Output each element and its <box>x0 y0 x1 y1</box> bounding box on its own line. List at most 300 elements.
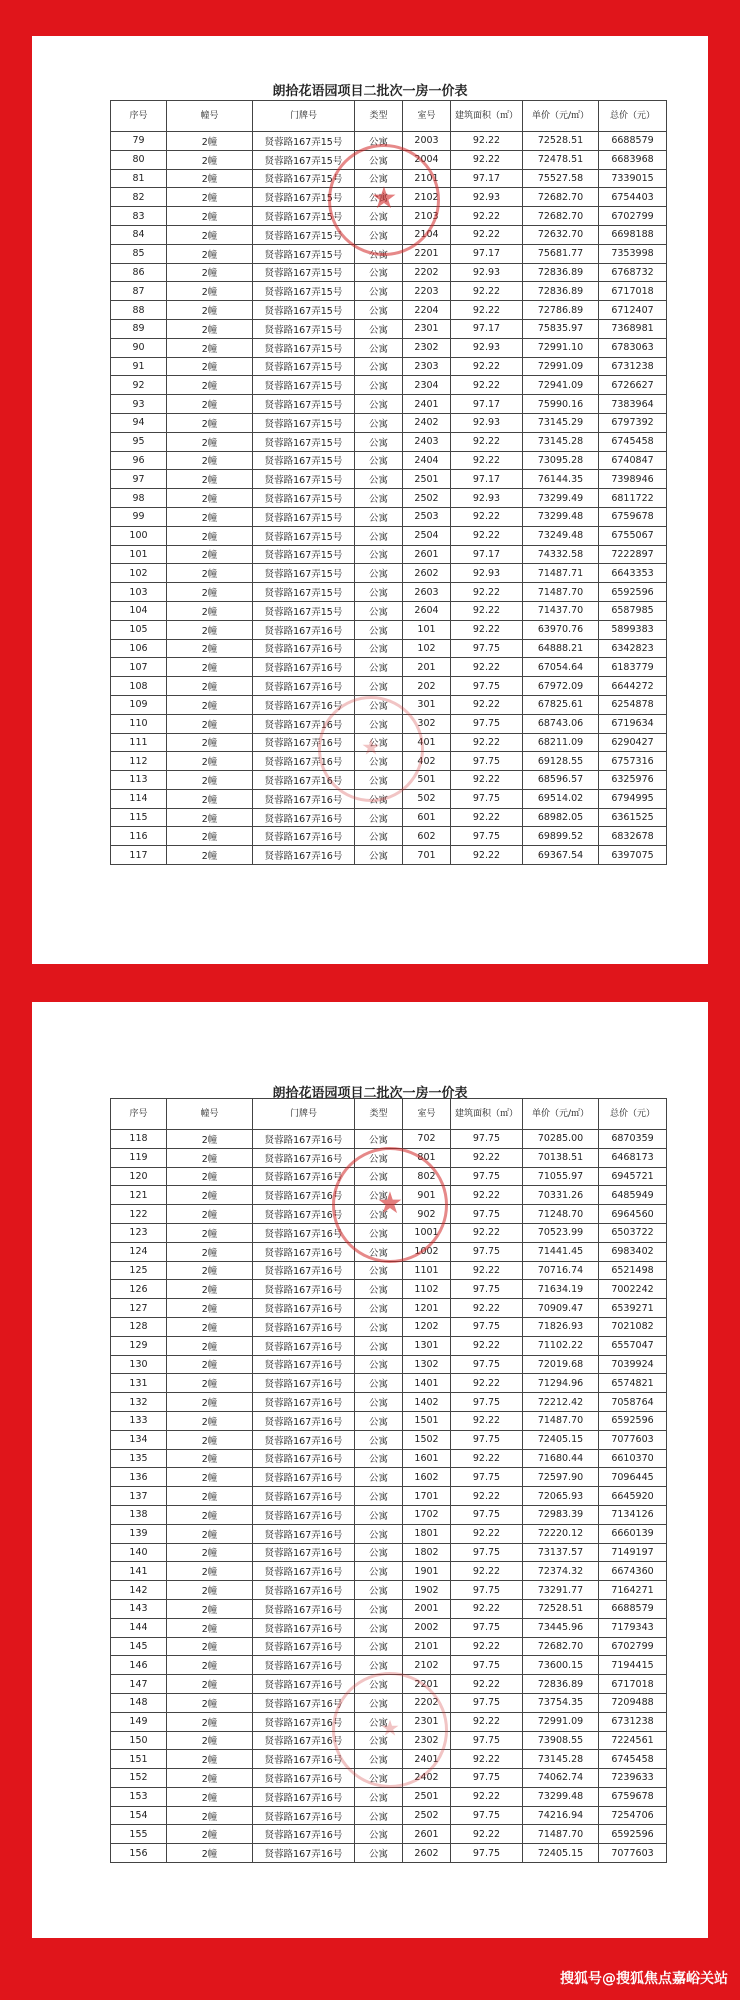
cell-building: 2幢 <box>167 1618 253 1637</box>
header-room: 室号 <box>403 101 451 132</box>
table-row <box>111 301 667 320</box>
cell-building: 2幢 <box>167 1731 253 1750</box>
cell-index: 99 <box>111 507 167 526</box>
cell-unit-price: 72991.10 <box>523 338 599 357</box>
cell-index: 140 <box>111 1543 167 1562</box>
cell-building: 2幢 <box>167 1468 253 1487</box>
cell-index: 118 <box>111 1130 167 1149</box>
cell-index: 138 <box>111 1505 167 1524</box>
cell-address: 贤蓉路167弄15号 <box>253 225 355 244</box>
cell-building: 2幢 <box>167 395 253 414</box>
table-row <box>111 376 667 395</box>
cell-building: 2幢 <box>167 1806 253 1825</box>
cell-building: 2幢 <box>167 432 253 451</box>
cell-building: 2幢 <box>167 1280 253 1299</box>
cell-total-price: 6325976 <box>599 771 667 790</box>
cell-index: 141 <box>111 1562 167 1581</box>
table-row <box>111 1242 667 1261</box>
cell-type: 公寓 <box>355 1242 403 1261</box>
cell-room: 2602 <box>403 1844 451 1863</box>
cell-type: 公寓 <box>355 827 403 846</box>
cell-unit-price: 71294.96 <box>523 1374 599 1393</box>
table-row <box>111 1336 667 1355</box>
table-row <box>111 1261 667 1280</box>
table-row <box>111 470 667 489</box>
header-room: 室号 <box>403 1099 451 1130</box>
cell-building: 2幢 <box>167 1825 253 1844</box>
cell-total-price: 6731238 <box>599 1712 667 1731</box>
cell-unit-price: 64888.21 <box>523 639 599 658</box>
cell-address: 贤蓉路167弄16号 <box>253 695 355 714</box>
cell-index: 101 <box>111 545 167 564</box>
cell-index: 114 <box>111 789 167 808</box>
cell-address: 贤蓉路167弄15号 <box>253 376 355 395</box>
cell-room: 2404 <box>403 451 451 470</box>
source-watermark: 搜狐号@搜狐焦点嘉峪关站 <box>560 1971 728 1987</box>
cell-total-price: 6521498 <box>599 1261 667 1280</box>
cell-unit-price: 67972.09 <box>523 677 599 696</box>
cell-room: 2401 <box>403 395 451 414</box>
cell-index: 142 <box>111 1581 167 1600</box>
cell-total-price: 6754403 <box>599 188 667 207</box>
cell-index: 120 <box>111 1167 167 1186</box>
cell-unit-price: 72991.09 <box>523 357 599 376</box>
cell-area: 92.93 <box>451 489 523 508</box>
cell-unit-price: 72941.09 <box>523 376 599 395</box>
cell-index: 110 <box>111 714 167 733</box>
cell-type: 公寓 <box>355 395 403 414</box>
cell-address: 贤蓉路167弄15号 <box>253 432 355 451</box>
cell-index: 88 <box>111 301 167 320</box>
cell-building: 2幢 <box>167 639 253 658</box>
cell-unit-price: 63970.76 <box>523 620 599 639</box>
cell-total-price: 6702799 <box>599 207 667 226</box>
cell-index: 126 <box>111 1280 167 1299</box>
cell-unit-price: 73299.48 <box>523 507 599 526</box>
cell-building: 2幢 <box>167 677 253 696</box>
cell-index: 79 <box>111 132 167 151</box>
cell-unit-price: 71437.70 <box>523 601 599 620</box>
cell-total-price: 6254878 <box>599 695 667 714</box>
cell-room: 2502 <box>403 1806 451 1825</box>
cell-room: 2304 <box>403 376 451 395</box>
table-row <box>111 1449 667 1468</box>
cell-index: 111 <box>111 733 167 752</box>
cell-address: 贤蓉路167弄16号 <box>253 677 355 696</box>
cell-index: 143 <box>111 1599 167 1618</box>
table-row <box>111 357 667 376</box>
cell-address: 贤蓉路167弄15号 <box>253 507 355 526</box>
cell-building: 2幢 <box>167 658 253 677</box>
cell-unit-price: 71441.45 <box>523 1242 599 1261</box>
cell-unit-price: 72836.89 <box>523 263 599 282</box>
cell-total-price: 7339015 <box>599 169 667 188</box>
cell-type: 公寓 <box>355 1186 403 1205</box>
cell-address: 贤蓉路167弄16号 <box>253 1543 355 1562</box>
cell-room: 2001 <box>403 1599 451 1618</box>
cell-type: 公寓 <box>355 789 403 808</box>
table-row <box>111 1430 667 1449</box>
cell-type: 公寓 <box>355 1656 403 1675</box>
table-row <box>111 169 667 188</box>
cell-address: 贤蓉路167弄15号 <box>253 413 355 432</box>
cell-room: 2401 <box>403 1750 451 1769</box>
cell-area: 92.22 <box>451 1787 523 1806</box>
cell-type: 公寓 <box>355 470 403 489</box>
cell-address: 贤蓉路167弄15号 <box>253 301 355 320</box>
cell-address: 贤蓉路167弄16号 <box>253 733 355 752</box>
cell-type: 公寓 <box>355 752 403 771</box>
table-row <box>111 583 667 602</box>
cell-unit-price: 69367.54 <box>523 846 599 865</box>
cell-address: 贤蓉路167弄16号 <box>253 1167 355 1186</box>
cell-index: 93 <box>111 395 167 414</box>
cell-address: 贤蓉路167弄16号 <box>253 620 355 639</box>
table-header-row <box>111 101 667 132</box>
table-row <box>111 714 667 733</box>
cell-address: 贤蓉路167弄15号 <box>253 545 355 564</box>
table-row <box>111 150 667 169</box>
cell-unit-price: 70331.26 <box>523 1186 599 1205</box>
table-row <box>111 1130 667 1149</box>
cell-room: 2202 <box>403 1693 451 1712</box>
cell-area: 92.22 <box>451 583 523 602</box>
cell-unit-price: 72836.89 <box>523 282 599 301</box>
cell-area: 97.75 <box>451 1393 523 1412</box>
cell-total-price: 5899383 <box>599 620 667 639</box>
cell-index: 95 <box>111 432 167 451</box>
cell-type: 公寓 <box>355 1317 403 1336</box>
cell-total-price: 6557047 <box>599 1336 667 1355</box>
cell-type: 公寓 <box>355 357 403 376</box>
cell-room: 902 <box>403 1205 451 1224</box>
cell-area: 92.22 <box>451 282 523 301</box>
cell-unit-price: 70716.74 <box>523 1261 599 1280</box>
cell-address: 贤蓉路167弄16号 <box>253 1693 355 1712</box>
cell-room: 2604 <box>403 601 451 620</box>
cell-building: 2幢 <box>167 771 253 790</box>
cell-room: 1002 <box>403 1242 451 1261</box>
cell-address: 贤蓉路167弄15号 <box>253 451 355 470</box>
cell-index: 87 <box>111 282 167 301</box>
cell-type: 公寓 <box>355 1374 403 1393</box>
header-total-price: 总价（元） <box>599 101 667 132</box>
cell-unit-price: 72019.68 <box>523 1355 599 1374</box>
cell-area: 92.22 <box>451 526 523 545</box>
cell-address: 贤蓉路167弄16号 <box>253 1524 355 1543</box>
cell-total-price: 7179343 <box>599 1618 667 1637</box>
cell-unit-price: 69899.52 <box>523 827 599 846</box>
cell-address: 贤蓉路167弄16号 <box>253 1148 355 1167</box>
cell-unit-price: 73445.96 <box>523 1618 599 1637</box>
cell-index: 122 <box>111 1205 167 1224</box>
table-row <box>111 1167 667 1186</box>
cell-total-price: 6592596 <box>599 1825 667 1844</box>
cell-building: 2幢 <box>167 376 253 395</box>
cell-room: 2202 <box>403 263 451 282</box>
cell-area: 92.93 <box>451 338 523 357</box>
cell-area: 92.22 <box>451 150 523 169</box>
cell-index: 139 <box>111 1524 167 1543</box>
cell-building: 2幢 <box>167 620 253 639</box>
cell-room: 301 <box>403 695 451 714</box>
cell-total-price: 6361525 <box>599 808 667 827</box>
table-row <box>111 1693 667 1712</box>
cell-area: 92.22 <box>451 1336 523 1355</box>
cell-total-price: 6643353 <box>599 564 667 583</box>
cell-room: 102 <box>403 639 451 658</box>
cell-building: 2幢 <box>167 1167 253 1186</box>
cell-address: 贤蓉路167弄15号 <box>253 282 355 301</box>
cell-total-price: 6574821 <box>599 1374 667 1393</box>
cell-area: 97.75 <box>451 1505 523 1524</box>
cell-unit-price: 67825.61 <box>523 695 599 714</box>
cell-index: 117 <box>111 846 167 865</box>
cell-address: 贤蓉路167弄16号 <box>253 789 355 808</box>
cell-index: 116 <box>111 827 167 846</box>
cell-unit-price: 72786.89 <box>523 301 599 320</box>
cell-total-price: 7039924 <box>599 1355 667 1374</box>
cell-room: 2603 <box>403 583 451 602</box>
cell-unit-price: 71487.71 <box>523 564 599 583</box>
table-row <box>111 789 667 808</box>
cell-area: 92.22 <box>451 1712 523 1731</box>
header-unit-price: 单价（元/㎡） <box>523 1099 599 1130</box>
cell-total-price: 6783063 <box>599 338 667 357</box>
cell-room: 2301 <box>403 1712 451 1731</box>
cell-address: 贤蓉路167弄15号 <box>253 169 355 188</box>
cell-index: 92 <box>111 376 167 395</box>
cell-total-price: 6964560 <box>599 1205 667 1224</box>
cell-room: 1501 <box>403 1411 451 1430</box>
cell-address: 贤蓉路167弄16号 <box>253 639 355 658</box>
cell-total-price: 6688579 <box>599 132 667 151</box>
table-row <box>111 1223 667 1242</box>
cell-total-price: 7021082 <box>599 1317 667 1336</box>
cell-building: 2幢 <box>167 1393 253 1412</box>
cell-area: 97.75 <box>451 1844 523 1863</box>
cell-address: 贤蓉路167弄16号 <box>253 1581 355 1600</box>
cell-unit-price: 72682.70 <box>523 1637 599 1656</box>
cell-building: 2幢 <box>167 1186 253 1205</box>
cell-area: 97.75 <box>451 1731 523 1750</box>
cell-index: 156 <box>111 1844 167 1863</box>
cell-area: 92.22 <box>451 1750 523 1769</box>
cell-room: 601 <box>403 808 451 827</box>
cell-type: 公寓 <box>355 1430 403 1449</box>
cell-total-price: 7134126 <box>599 1505 667 1524</box>
header-building: 幢号 <box>167 1099 253 1130</box>
cell-total-price: 6644272 <box>599 677 667 696</box>
header-type: 类型 <box>355 1099 403 1130</box>
cell-area: 97.75 <box>451 1618 523 1637</box>
cell-total-price: 6768732 <box>599 263 667 282</box>
cell-type: 公寓 <box>355 1731 403 1750</box>
cell-type: 公寓 <box>355 1487 403 1506</box>
cell-total-price: 6945721 <box>599 1167 667 1186</box>
cell-building: 2幢 <box>167 1637 253 1656</box>
cell-room: 1802 <box>403 1543 451 1562</box>
table-row <box>111 1374 667 1393</box>
table-row <box>111 601 667 620</box>
cell-room: 202 <box>403 677 451 696</box>
table-row <box>111 564 667 583</box>
cell-address: 贤蓉路167弄15号 <box>253 489 355 508</box>
header-area: 建筑面积（㎡） <box>451 101 523 132</box>
cell-type: 公寓 <box>355 225 403 244</box>
cell-area: 97.17 <box>451 545 523 564</box>
table-row <box>111 1355 667 1374</box>
cell-index: 155 <box>111 1825 167 1844</box>
cell-room: 2501 <box>403 1787 451 1806</box>
cell-total-price: 6759678 <box>599 1787 667 1806</box>
cell-type: 公寓 <box>355 677 403 696</box>
cell-type: 公寓 <box>355 658 403 677</box>
cell-total-price: 6811722 <box>599 489 667 508</box>
cell-total-price: 7353998 <box>599 244 667 263</box>
cell-total-price: 6745458 <box>599 1750 667 1769</box>
cell-building: 2幢 <box>167 1223 253 1242</box>
header-total-price: 总价（元） <box>599 1099 667 1130</box>
cell-area: 97.75 <box>451 639 523 658</box>
cell-building: 2幢 <box>167 846 253 865</box>
cell-index: 128 <box>111 1317 167 1336</box>
cell-building: 2幢 <box>167 1374 253 1393</box>
cell-room: 2103 <box>403 207 451 226</box>
cell-type: 公寓 <box>355 1205 403 1224</box>
cell-building: 2幢 <box>167 808 253 827</box>
cell-total-price: 6468173 <box>599 1148 667 1167</box>
cell-type: 公寓 <box>355 601 403 620</box>
header-area: 建筑面积（㎡） <box>451 1099 523 1130</box>
cell-building: 2幢 <box>167 1317 253 1336</box>
cell-building: 2幢 <box>167 1769 253 1788</box>
table-row <box>111 827 667 846</box>
cell-unit-price: 68743.06 <box>523 714 599 733</box>
cell-room: 2003 <box>403 132 451 151</box>
cell-building: 2幢 <box>167 827 253 846</box>
cell-type: 公寓 <box>355 1599 403 1618</box>
cell-building: 2幢 <box>167 282 253 301</box>
cell-type: 公寓 <box>355 1825 403 1844</box>
table-row <box>111 1787 667 1806</box>
cell-address: 贤蓉路167弄15号 <box>253 357 355 376</box>
cell-index: 154 <box>111 1806 167 1825</box>
cell-unit-price: 73299.49 <box>523 489 599 508</box>
cell-room: 1001 <box>403 1223 451 1242</box>
cell-index: 89 <box>111 319 167 338</box>
cell-total-price: 7254706 <box>599 1806 667 1825</box>
cell-total-price: 7002242 <box>599 1280 667 1299</box>
cell-room: 1902 <box>403 1581 451 1600</box>
cell-type: 公寓 <box>355 1280 403 1299</box>
table-row <box>111 1769 667 1788</box>
cell-index: 144 <box>111 1618 167 1637</box>
cell-unit-price: 71634.19 <box>523 1280 599 1299</box>
cell-address: 贤蓉路167弄16号 <box>253 1205 355 1224</box>
cell-building: 2幢 <box>167 1449 253 1468</box>
cell-building: 2幢 <box>167 564 253 583</box>
cell-address: 贤蓉路167弄16号 <box>253 1261 355 1280</box>
table-row <box>111 1731 667 1750</box>
cell-type: 公寓 <box>355 1675 403 1694</box>
cell-room: 2501 <box>403 470 451 489</box>
cell-area: 97.17 <box>451 169 523 188</box>
cell-room: 502 <box>403 789 451 808</box>
cell-building: 2幢 <box>167 301 253 320</box>
cell-type: 公寓 <box>355 620 403 639</box>
cell-room: 2303 <box>403 357 451 376</box>
cell-unit-price: 71487.70 <box>523 583 599 602</box>
cell-index: 96 <box>111 451 167 470</box>
document-title: 朗拾花语园项目二批次一房一价表 <box>272 1086 468 1101</box>
cell-address: 贤蓉路167弄15号 <box>253 244 355 263</box>
cell-room: 1801 <box>403 1524 451 1543</box>
cell-area: 92.22 <box>451 771 523 790</box>
cell-type: 公寓 <box>355 526 403 545</box>
cell-address: 贤蓉路167弄15号 <box>253 207 355 226</box>
cell-area: 97.75 <box>451 789 523 808</box>
cell-total-price: 6719634 <box>599 714 667 733</box>
cell-address: 贤蓉路167弄16号 <box>253 1637 355 1656</box>
cell-room: 702 <box>403 1130 451 1149</box>
cell-type: 公寓 <box>355 1750 403 1769</box>
cell-unit-price: 70285.00 <box>523 1130 599 1149</box>
cell-building: 2幢 <box>167 319 253 338</box>
cell-type: 公寓 <box>355 583 403 602</box>
cell-unit-price: 72632.70 <box>523 225 599 244</box>
cell-index: 152 <box>111 1769 167 1788</box>
cell-unit-price: 71826.93 <box>523 1317 599 1336</box>
cell-room: 901 <box>403 1186 451 1205</box>
cell-index: 109 <box>111 695 167 714</box>
cell-address: 贤蓉路167弄16号 <box>253 1769 355 1788</box>
price-table <box>110 100 667 865</box>
table-row <box>111 263 667 282</box>
cell-total-price: 6832678 <box>599 827 667 846</box>
cell-index: 104 <box>111 601 167 620</box>
cell-unit-price: 76144.35 <box>523 470 599 489</box>
table-row <box>111 1656 667 1675</box>
cell-area: 92.22 <box>451 695 523 714</box>
cell-index: 119 <box>111 1148 167 1167</box>
cell-type: 公寓 <box>355 846 403 865</box>
cell-index: 86 <box>111 263 167 282</box>
cell-index: 148 <box>111 1693 167 1712</box>
cell-type: 公寓 <box>355 413 403 432</box>
table-row <box>111 677 667 696</box>
cell-room: 2004 <box>403 150 451 169</box>
cell-area: 97.75 <box>451 1468 523 1487</box>
cell-unit-price: 71248.70 <box>523 1205 599 1224</box>
cell-total-price: 6870359 <box>599 1130 667 1149</box>
table-row <box>111 752 667 771</box>
cell-building: 2幢 <box>167 1148 253 1167</box>
cell-unit-price: 67054.64 <box>523 658 599 677</box>
cell-area: 92.22 <box>451 1487 523 1506</box>
cell-area: 92.22 <box>451 1299 523 1318</box>
cell-address: 贤蓉路167弄16号 <box>253 1468 355 1487</box>
cell-unit-price: 73095.28 <box>523 451 599 470</box>
cell-area: 92.93 <box>451 413 523 432</box>
cell-total-price: 6290427 <box>599 733 667 752</box>
cell-index: 149 <box>111 1712 167 1731</box>
cell-address: 贤蓉路167弄15号 <box>253 526 355 545</box>
cell-address: 贤蓉路167弄16号 <box>253 771 355 790</box>
cell-index: 129 <box>111 1336 167 1355</box>
cell-address: 贤蓉路167弄16号 <box>253 1186 355 1205</box>
cell-area: 92.22 <box>451 846 523 865</box>
